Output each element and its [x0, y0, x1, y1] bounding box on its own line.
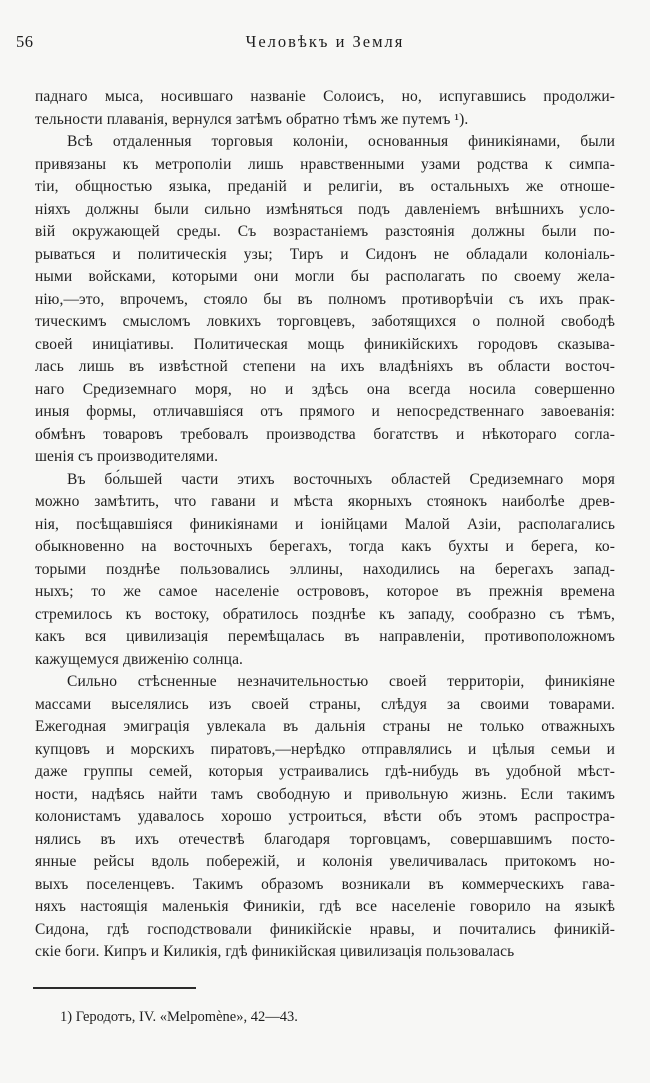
footnote: 1) Геродотъ, IV. «Melpomène», 42—43.	[60, 1009, 298, 1025]
text-line: обыкновенно на восточныхъ берегахъ, тогда какъ бухты и берега, ко-	[35, 538, 615, 555]
text-line: паднаго мыса, носившаго названіе Солоисъ, но, испугавшись продолжи-	[35, 88, 615, 105]
text-line: какъ вся цивилизація перемѣщалась въ направленіи, противоположномъ	[35, 628, 615, 645]
text-line: привязаны къ метрополіи лишь нравственными узами родства к симпа-	[35, 155, 615, 173]
text-line: ныхъ; то же самое населеніе острововъ, которое въ прежнія времена	[35, 583, 615, 600]
text-line: наго Средиземнаго моря, но и здѣсь она всегда носила совершенно	[35, 380, 615, 398]
text-line: купцовъ и морскихъ пиратовъ,—нерѣдко отправлялись и цѣлыя семьи и	[35, 740, 615, 758]
text-line: тическимъ смысломъ ловкихъ торговцевъ, заботящихся о полной свободѣ	[35, 313, 615, 330]
text-line: Ежегодная эмиграція увлекала въ дальнія страны не только отважныхъ	[35, 718, 615, 735]
text-line: ніяхъ должны были сильно измѣняться подъ давленіемъ внѣшнихъ усло-	[35, 200, 615, 218]
text-line: нію,—это, впрочемъ, стояло бы въ полномъ противорѣчіи съ ихъ прак-	[35, 290, 615, 308]
paragraph	[35, 469, 615, 672]
text-line: нія, посѣщавшіяся финикіянами и іонійцами Малой Азіи, располагались	[35, 515, 615, 533]
text-line: иныя формы, отличавшіяся отъ прямого и непосредственнаго завоеванія:	[35, 403, 615, 420]
text-line: своей иниціативы. Политическая мощь финикійскихъ городовъ сказыва-	[35, 335, 615, 353]
text-line: массами выселялись изъ своей страны, слѣдуя за своими товарами.	[35, 695, 615, 713]
paragraph	[35, 86, 615, 131]
text-line: торыми позднѣе пользовались эллины, находились на берегахъ запад-	[35, 560, 615, 578]
text-line: стремилось къ востоку, обратилось позднѣе къ западу, сообразно съ тѣмъ,	[35, 605, 615, 623]
text-line: тіи, общностью языка, преданій и религіи, въ остальныхъ же отноше-	[35, 178, 615, 195]
text-line: нялись въ ихъ отечествѣ благодаря торговцамъ, совершавшимъ посто-	[35, 830, 615, 848]
text-line: лась лишь въ извѣстной степени на ихъ владѣніяхъ въ области восточ-	[35, 358, 615, 375]
text-line: Всѣ отдаленныя торговыя колоніи, основанныя финикіянами, были	[67, 133, 615, 150]
running-title: Человѣкъ и Земля	[245, 32, 405, 51]
text-line: няхъ настоящія маленькія Финикіи, гдѣ все населеніе говорило на языкѣ	[35, 898, 615, 915]
text-line: Въ бо́льшей части этихъ восточныхъ областей Средиземнаго моря	[67, 470, 615, 488]
body-text	[35, 86, 615, 964]
running-header	[0, 32, 650, 54]
text-line: вій окружающей среды. Съ возрастаніемъ разстоянія должны были по-	[35, 223, 615, 240]
text-line: янные рейсы вдоль побережій, и колонія увеличивалась притокомъ но-	[35, 853, 615, 870]
text-line: колонистамъ удавалось хорошо устроиться, вѣсти объ этомъ распростра-	[35, 808, 615, 825]
text-line: ности, надѣясь найти тамъ свободную и привольную жизнь. Если такимъ	[35, 785, 615, 803]
text-line: выхъ поселенцевъ. Такимъ образомъ возникали въ коммерческихъ гава-	[35, 875, 615, 893]
text-line: обмѣнъ товаровъ требовалъ производства богатствъ и нѣкотораго согла-	[35, 425, 615, 443]
text-line: Сильно стѣсненные незначительностью своей территоріи, финикіяне	[67, 673, 615, 690]
text-line: Сидона, гдѣ господствовали финикійскіе нравы, и почитались финикій-	[35, 920, 615, 938]
text-line: можно замѣтить, что гавани и мѣста якорныхъ стоянокъ наиболѣе древ-	[35, 493, 615, 510]
page-number: 56	[16, 32, 34, 51]
text-line: даже группы семей, которыя устраивались гдѣ-нибудь въ удобной мѣст-	[35, 763, 615, 780]
text-line: шенія съ производителями.	[35, 448, 219, 465]
paragraph	[35, 131, 615, 469]
text-line: рываться и политическія узы; Тиръ и Сидонъ не обладали колоніаль-	[35, 245, 615, 263]
text-line: ными войсками, которыми они могли бы располагать по своему жела-	[35, 268, 615, 285]
footnote-separator	[33, 987, 196, 989]
text-line: тельности плаванія, вернулся затѣмъ обратно тѣмъ же путемъ ¹).	[35, 110, 469, 128]
text-line: скіе боги. Кипръ и Киликія, гдѣ финикійская цивилизація пользовалась	[35, 943, 515, 960]
paragraph	[35, 671, 615, 964]
text-line: кажущемуся движенію солнца.	[35, 650, 244, 668]
